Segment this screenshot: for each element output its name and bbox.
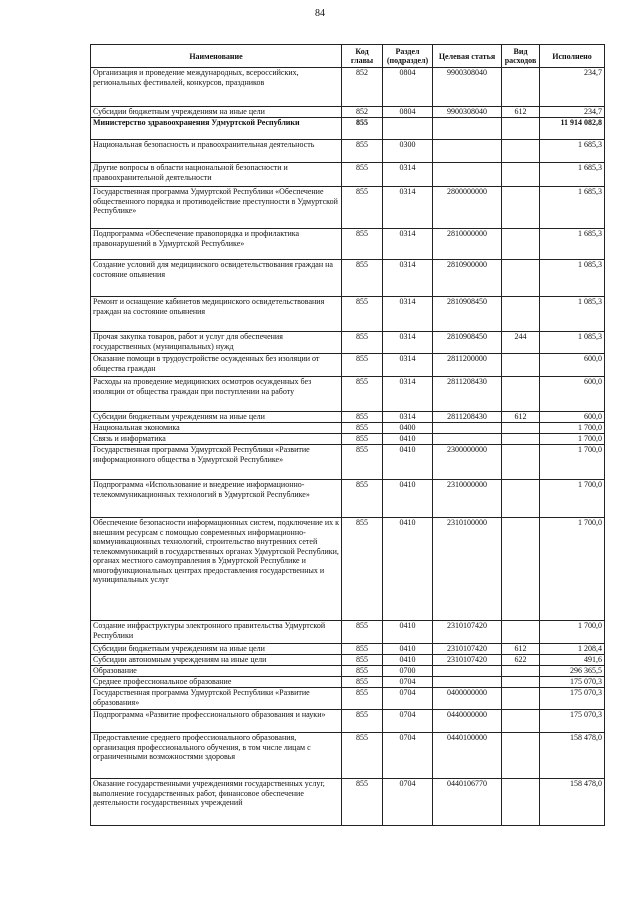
cell-type — [502, 140, 540, 163]
cell-type — [502, 733, 540, 779]
cell-target: 9900308040 — [433, 107, 502, 118]
cell-done: 234,7 — [540, 107, 605, 118]
cell-section: 0314 — [383, 297, 433, 332]
cell-target — [433, 163, 502, 187]
cell-done: 1 700,0 — [540, 621, 605, 644]
cell-section: 0410 — [383, 644, 433, 655]
cell-target: 2811208430 — [433, 377, 502, 412]
cell-type — [502, 297, 540, 332]
cell-code: 855 — [342, 666, 383, 677]
cell-done: 1 685,3 — [540, 163, 605, 187]
cell-section: 0804 — [383, 107, 433, 118]
cell-code: 855 — [342, 229, 383, 260]
cell-done: 175 070,3 — [540, 710, 605, 733]
cell-section: 0804 — [383, 68, 433, 107]
cell-section: 0704 — [383, 779, 433, 826]
cell-type — [502, 666, 540, 677]
table-row — [91, 655, 605, 666]
cell-type — [502, 68, 540, 107]
cell-name: Оказание государственными учреждениями государственных услуг, выполнение государственных работ, финансовое обеспечение деятельности государственных учреждений — [91, 779, 342, 826]
cell-done: 600,0 — [540, 412, 605, 423]
cell-name: Среднее профессиональное образование — [91, 677, 342, 688]
cell-target: 2310107420 — [433, 621, 502, 644]
cell-section: 0314 — [383, 229, 433, 260]
table-row — [91, 779, 605, 826]
table-row — [91, 710, 605, 733]
cell-code: 855 — [342, 412, 383, 423]
cell-section — [383, 118, 433, 140]
cell-name: Ремонт и оснащение кабинетов медицинского освидетельствования граждан на состояние опьянения — [91, 297, 342, 332]
cell-name: Подпрограмма «Развитие профессионального образования и науки» — [91, 710, 342, 733]
cell-done: 158 478,0 — [540, 779, 605, 826]
cell-code: 855 — [342, 163, 383, 187]
cell-section: 0704 — [383, 710, 433, 733]
cell-code: 855 — [342, 377, 383, 412]
cell-name: Министерство здравоохранения Удмуртской Республики — [91, 118, 342, 140]
cell-target: 2310000000 — [433, 480, 502, 518]
cell-done: 1 685,3 — [540, 140, 605, 163]
header-target: Целевая статья — [433, 45, 502, 68]
cell-name: Прочая закупка товаров, работ и услуг для обеспечения государственных (муниципальных) нужд — [91, 332, 342, 354]
cell-type — [502, 779, 540, 826]
cell-done: 600,0 — [540, 354, 605, 377]
cell-section: 0704 — [383, 677, 433, 688]
cell-done: 1 208,4 — [540, 644, 605, 655]
cell-type — [502, 518, 540, 621]
table-row — [91, 480, 605, 518]
header-type: Вид расходов — [502, 45, 540, 68]
cell-code: 855 — [342, 187, 383, 229]
cell-section: 0410 — [383, 480, 433, 518]
cell-target — [433, 118, 502, 140]
header-section: Раздел (подраздел) — [383, 45, 433, 68]
cell-type — [502, 118, 540, 140]
cell-target: 0400000000 — [433, 688, 502, 710]
cell-target: 2810000000 — [433, 229, 502, 260]
table-row — [91, 733, 605, 779]
cell-name: Организация и проведение международных, всероссийских, региональных фестивалей, конкурсов, праздников — [91, 68, 342, 107]
cell-target — [433, 666, 502, 677]
cell-done: 1 700,0 — [540, 480, 605, 518]
table-row — [91, 107, 605, 118]
table-row — [91, 621, 605, 644]
cell-target: 2310100000 — [433, 518, 502, 621]
table-row — [91, 163, 605, 187]
cell-type — [502, 621, 540, 644]
cell-target: 2810908450 — [433, 297, 502, 332]
cell-type — [502, 434, 540, 445]
cell-target: 2310107420 — [433, 655, 502, 666]
cell-name: Субсидии автономным учреждениям на иные цели — [91, 655, 342, 666]
cell-type — [502, 688, 540, 710]
cell-code: 852 — [342, 107, 383, 118]
table-row — [91, 412, 605, 423]
cell-type — [502, 423, 540, 434]
cell-target — [433, 677, 502, 688]
cell-code: 855 — [342, 688, 383, 710]
cell-type — [502, 260, 540, 297]
budget-table — [90, 44, 605, 826]
table-row — [91, 423, 605, 434]
cell-done: 175 070,3 — [540, 677, 605, 688]
cell-target: 2810900000 — [433, 260, 502, 297]
cell-done: 491,6 — [540, 655, 605, 666]
cell-type: 612 — [502, 644, 540, 655]
cell-done: 1 700,0 — [540, 434, 605, 445]
table-row — [91, 666, 605, 677]
cell-name: Связь и информатика — [91, 434, 342, 445]
cell-name: Обеспечение безопасности информационных систем, подключение их к внешним ресурсам с помощью современных информационно-коммуникационных технологий, строительство внутренних сетей телекоммуникаций в государственных органах Удмуртской Республики, органах местного самоуправления в Удмуртской Республике и многофункциональных центрах предоставления государственных и муниципальных услуг — [91, 518, 342, 621]
cell-code: 855 — [342, 677, 383, 688]
cell-code: 855 — [342, 434, 383, 445]
cell-done: 11 914 082,8 — [540, 118, 605, 140]
cell-section: 0314 — [383, 377, 433, 412]
cell-type: 612 — [502, 107, 540, 118]
cell-code: 855 — [342, 779, 383, 826]
cell-name: Оказание помощи в трудоустройстве осужденных без изоляции от общества граждан — [91, 354, 342, 377]
cell-code: 855 — [342, 140, 383, 163]
cell-section: 0314 — [383, 332, 433, 354]
cell-type: 612 — [502, 412, 540, 423]
cell-name: Другие вопросы в области национальной безопасности и правоохранительной деятельности — [91, 163, 342, 187]
cell-name: Образование — [91, 666, 342, 677]
cell-name: Создание инфраструктуры электронного правительства Удмуртской Республики — [91, 621, 342, 644]
cell-name: Государственная программа Удмуртской Республики «Развитие образования» — [91, 688, 342, 710]
cell-section: 0704 — [383, 733, 433, 779]
cell-type — [502, 377, 540, 412]
cell-code: 855 — [342, 260, 383, 297]
cell-code: 855 — [342, 423, 383, 434]
table-row — [91, 118, 605, 140]
cell-section: 0314 — [383, 187, 433, 229]
table-row — [91, 187, 605, 229]
cell-target: 2811208430 — [433, 412, 502, 423]
cell-code: 855 — [342, 118, 383, 140]
cell-name: Субсидии бюджетным учреждениям на иные цели — [91, 107, 342, 118]
cell-section: 0700 — [383, 666, 433, 677]
cell-done: 234,7 — [540, 68, 605, 107]
cell-type — [502, 445, 540, 480]
cell-section: 0410 — [383, 434, 433, 445]
cell-done: 1 685,3 — [540, 229, 605, 260]
cell-code: 852 — [342, 68, 383, 107]
table-row — [91, 445, 605, 480]
cell-target: 0440000000 — [433, 710, 502, 733]
cell-name: Создание условий для медицинского освидетельствования граждан на состояние опьянения — [91, 260, 342, 297]
cell-type — [502, 710, 540, 733]
table-row — [91, 518, 605, 621]
cell-type: 622 — [502, 655, 540, 666]
table-row — [91, 140, 605, 163]
cell-section: 0314 — [383, 163, 433, 187]
cell-done: 175 070,3 — [540, 688, 605, 710]
cell-name: Предоставление среднего профессионального образования, организация профессионального обучения, в том числе лицам с ограниченными возможностями здоровья — [91, 733, 342, 779]
cell-target — [433, 140, 502, 163]
page-number: 84 — [315, 8, 325, 19]
cell-code: 855 — [342, 332, 383, 354]
table-row — [91, 377, 605, 412]
cell-code: 855 — [342, 480, 383, 518]
cell-target: 2800000000 — [433, 187, 502, 229]
table-row — [91, 68, 605, 107]
cell-target — [433, 434, 502, 445]
cell-code: 855 — [342, 733, 383, 779]
cell-type — [502, 480, 540, 518]
cell-name: Национальная экономика — [91, 423, 342, 434]
cell-type — [502, 163, 540, 187]
table-header-row — [91, 45, 605, 68]
table-row — [91, 644, 605, 655]
cell-done: 1 085,3 — [540, 260, 605, 297]
cell-done: 158 478,0 — [540, 733, 605, 779]
table-row — [91, 260, 605, 297]
cell-done: 1 700,0 — [540, 518, 605, 621]
cell-name: Субсидии бюджетным учреждениям на иные цели — [91, 412, 342, 423]
cell-code: 855 — [342, 621, 383, 644]
cell-target: 2300000000 — [433, 445, 502, 480]
cell-section: 0400 — [383, 423, 433, 434]
cell-name: Подпрограмма «Обеспечение правопорядка и профилактика правонарушений в Удмуртской Республике» — [91, 229, 342, 260]
table-row — [91, 332, 605, 354]
cell-name: Государственная программа Удмуртской Республики «Обеспечение общественного порядка и противодействие преступности в Удмуртской Республике» — [91, 187, 342, 229]
cell-section: 0314 — [383, 412, 433, 423]
cell-type: 244 — [502, 332, 540, 354]
cell-code: 855 — [342, 445, 383, 480]
table-row — [91, 434, 605, 445]
cell-code: 855 — [342, 644, 383, 655]
cell-type — [502, 354, 540, 377]
cell-type — [502, 229, 540, 260]
cell-done: 1 085,3 — [540, 332, 605, 354]
cell-code: 855 — [342, 518, 383, 621]
table-row — [91, 354, 605, 377]
cell-code: 855 — [342, 354, 383, 377]
cell-target: 0440106770 — [433, 779, 502, 826]
cell-target: 9900308040 — [433, 68, 502, 107]
cell-section: 0410 — [383, 518, 433, 621]
cell-target: 0440100000 — [433, 733, 502, 779]
table-row — [91, 677, 605, 688]
cell-target: 2310107420 — [433, 644, 502, 655]
cell-section: 0314 — [383, 354, 433, 377]
cell-type — [502, 677, 540, 688]
cell-name: Государственная программа Удмуртской Республики «Развитие информационного общества в Удмуртской Республике» — [91, 445, 342, 480]
cell-done: 296 365,5 — [540, 666, 605, 677]
cell-type — [502, 187, 540, 229]
cell-section: 0704 — [383, 688, 433, 710]
cell-done: 1 700,0 — [540, 423, 605, 434]
cell-name: Национальная безопасность и правоохранительная деятельность — [91, 140, 342, 163]
cell-code: 855 — [342, 655, 383, 666]
cell-target: 2811200000 — [433, 354, 502, 377]
cell-target: 2810908450 — [433, 332, 502, 354]
cell-code: 855 — [342, 710, 383, 733]
cell-code: 855 — [342, 297, 383, 332]
cell-done: 600,0 — [540, 377, 605, 412]
header-code: Код главы — [342, 45, 383, 68]
cell-section: 0300 — [383, 140, 433, 163]
table-row — [91, 688, 605, 710]
cell-section: 0410 — [383, 655, 433, 666]
cell-name: Субсидии бюджетным учреждениям на иные цели — [91, 644, 342, 655]
cell-section: 0410 — [383, 445, 433, 480]
table-row — [91, 229, 605, 260]
table-row — [91, 297, 605, 332]
cell-done: 1 085,3 — [540, 297, 605, 332]
cell-done: 1 700,0 — [540, 445, 605, 480]
header-done: Исполнено — [540, 45, 605, 68]
cell-done: 1 685,3 — [540, 187, 605, 229]
cell-section: 0314 — [383, 260, 433, 297]
header-name: Наименование — [91, 45, 342, 68]
cell-section: 0410 — [383, 621, 433, 644]
cell-name: Расходы на проведение медицинских осмотров осужденных без изоляции от общества граждан при поступлении на работу — [91, 377, 342, 412]
cell-name: Подпрограмма «Использование и внедрение информационно-телекоммуникационных технологий в Удмуртской Республике» — [91, 480, 342, 518]
cell-target — [433, 423, 502, 434]
